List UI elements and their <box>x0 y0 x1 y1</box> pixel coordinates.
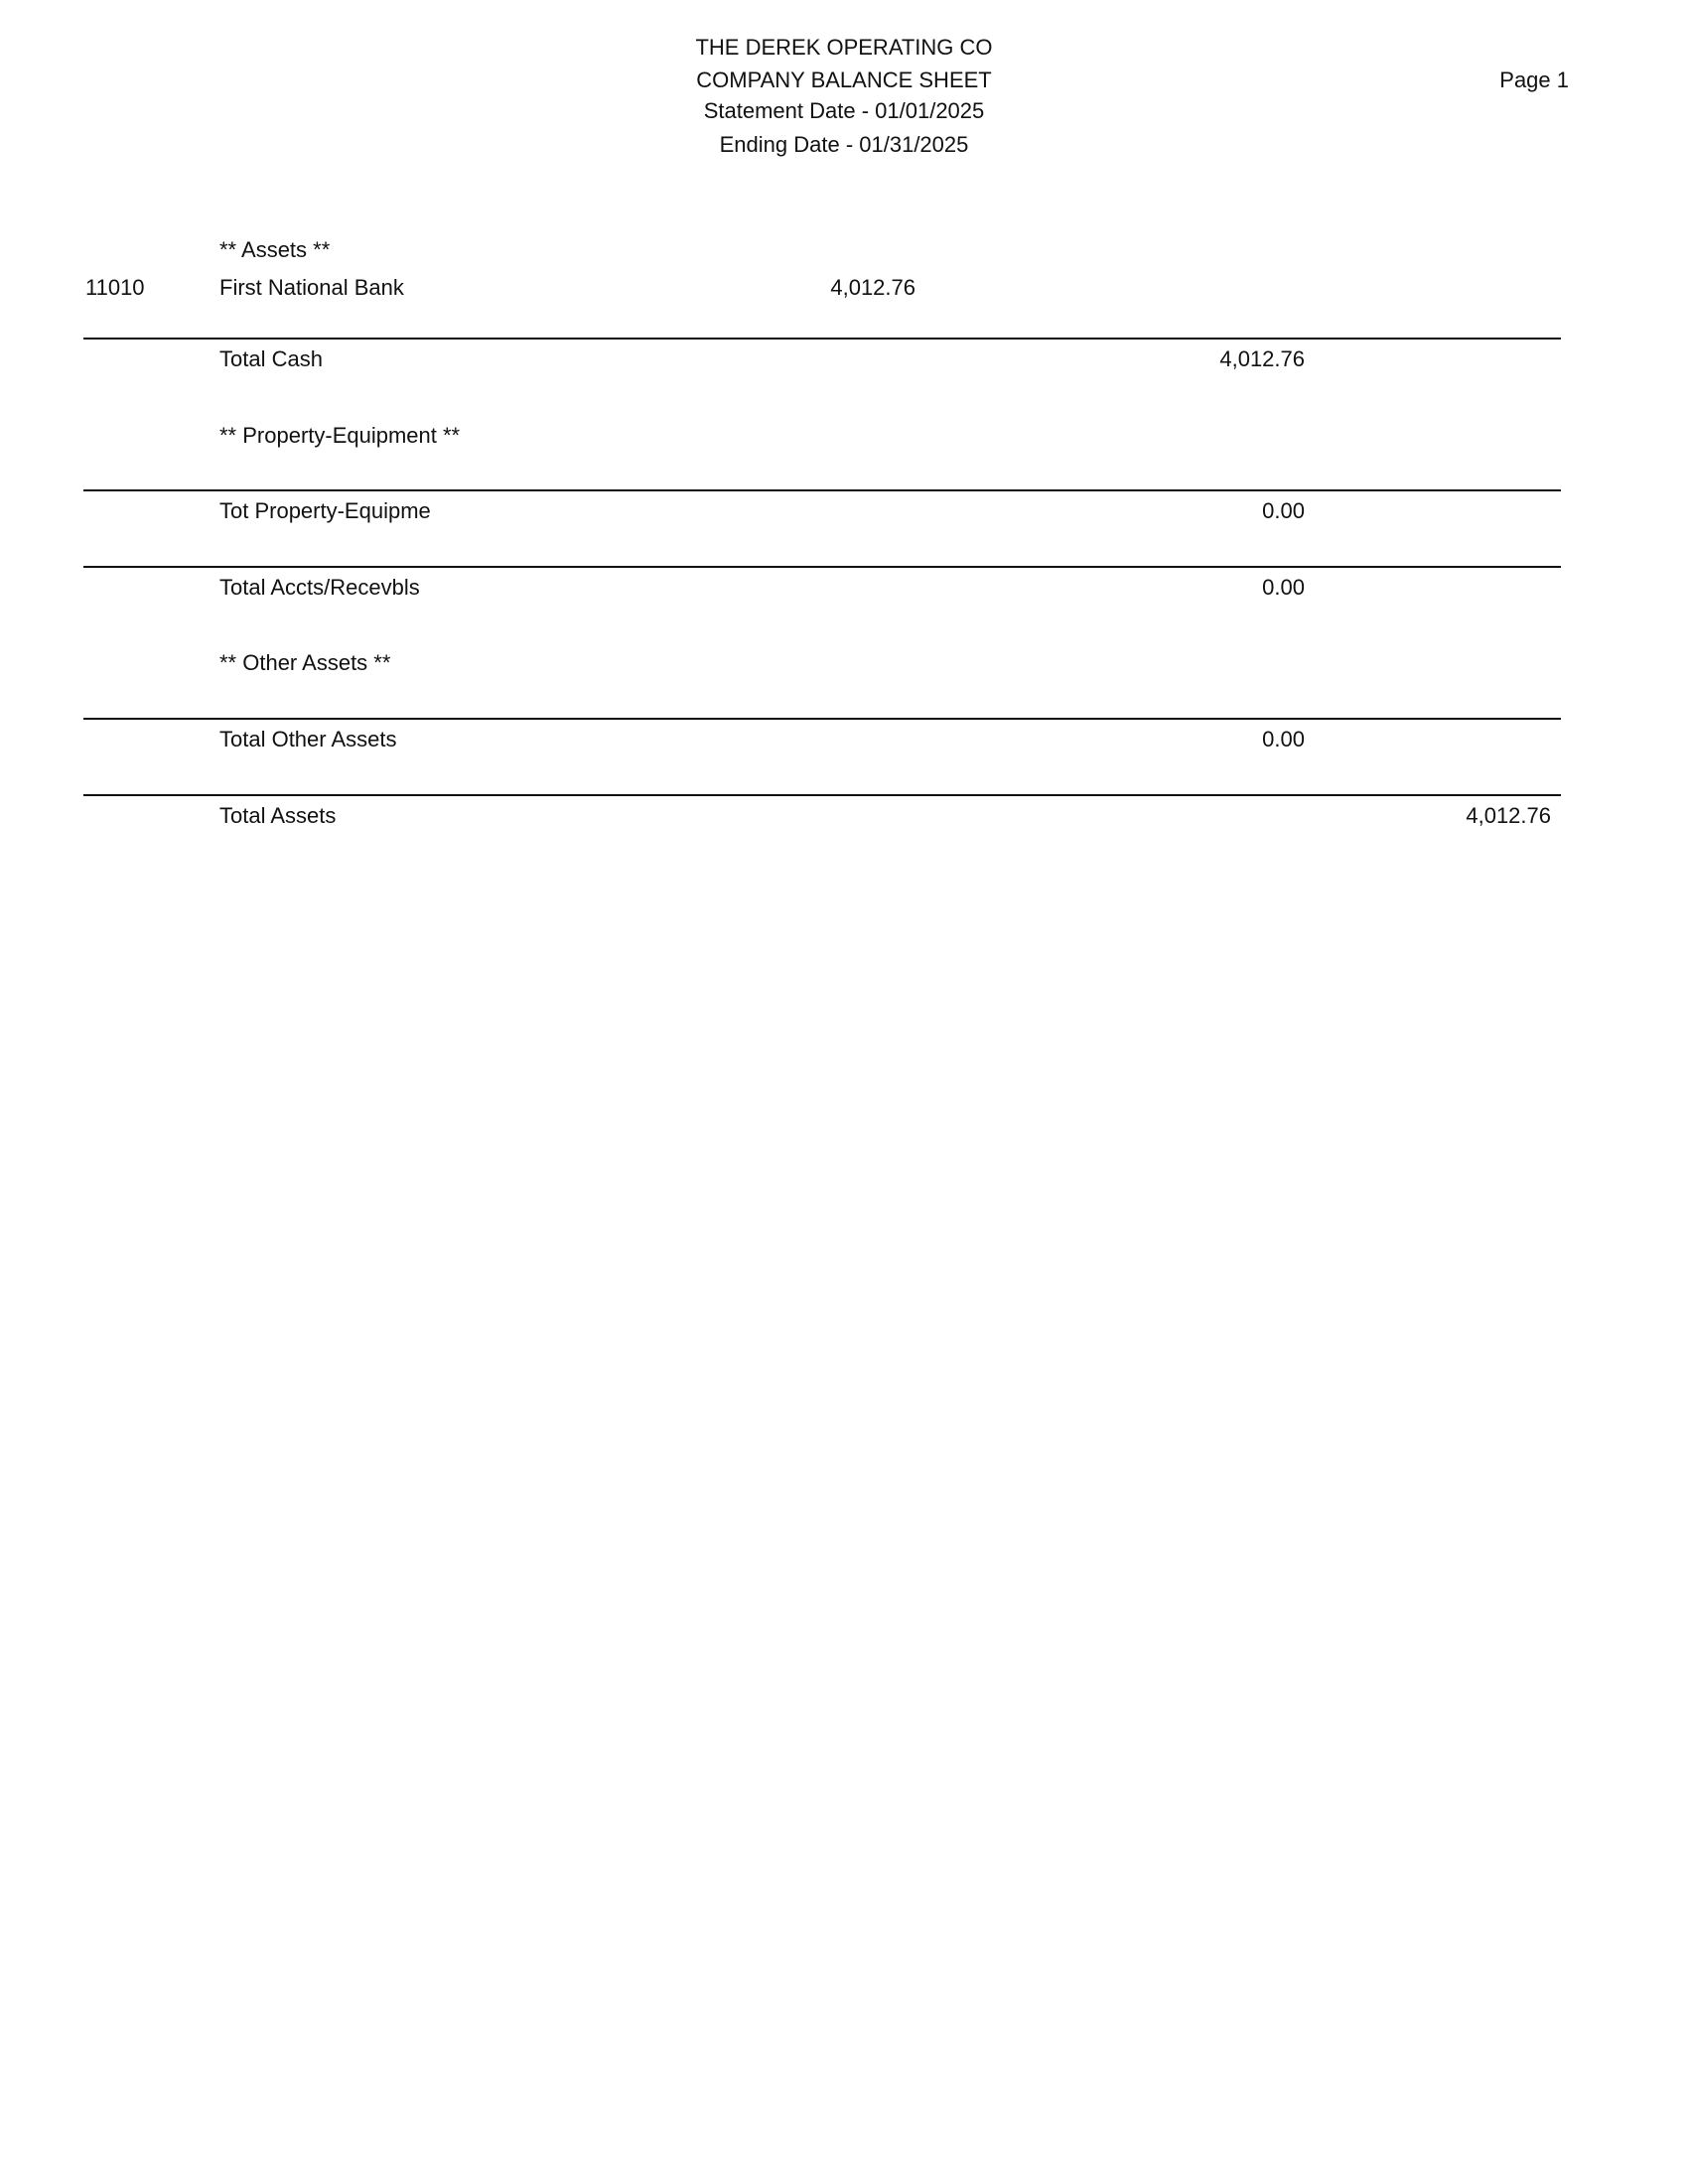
statement-date: Statement Date - 01/01/2025 <box>703 98 985 123</box>
total-cash-label: Total Cash <box>219 346 323 371</box>
total-other-assets-label: Total Other Assets <box>219 727 397 751</box>
property-equipment-heading: ** Property-Equipment ** <box>219 423 461 448</box>
total-receivables-row <box>0 573 1688 603</box>
other-assets-heading: ** Other Assets ** <box>219 650 391 675</box>
assets-heading-row <box>0 235 1688 265</box>
divider-line <box>83 566 1561 568</box>
divider-line <box>83 718 1561 720</box>
total-receivables-amount: 0.00 <box>1262 575 1305 600</box>
total-assets-label: Total Assets <box>219 803 337 828</box>
divider-line <box>83 489 1561 491</box>
divider-line <box>83 794 1561 796</box>
total-property-amount: 0.00 <box>1262 498 1305 523</box>
total-other-assets-row <box>0 725 1688 754</box>
account-name: First National Bank <box>219 275 404 300</box>
total-assets-amount: 4,012.76 <box>1466 803 1551 828</box>
account-amount: 4,012.76 <box>830 275 915 300</box>
page-number: Page 1 <box>1499 68 1569 92</box>
total-assets-row <box>0 801 1688 831</box>
company-name: THE DEREK OPERATING CO <box>695 35 993 60</box>
total-property-label: Tot Property-Equipme <box>219 498 431 523</box>
total-receivables-label: Total Accts/Recevbls <box>219 575 420 600</box>
other-assets-heading-row <box>0 648 1688 678</box>
total-other-assets-amount: 0.00 <box>1262 727 1305 751</box>
report-title: COMPANY BALANCE SHEET <box>696 68 992 92</box>
divider-line <box>83 338 1561 340</box>
ending-date: Ending Date - 01/31/2025 <box>719 132 969 157</box>
property-heading-row <box>0 421 1688 451</box>
total-cash-row <box>0 344 1688 374</box>
assets-heading: ** Assets ** <box>219 237 331 262</box>
account-number: 11010 <box>85 275 145 300</box>
account-row <box>0 273 1688 303</box>
total-cash-amount: 4,012.76 <box>1219 346 1305 371</box>
total-property-row <box>0 496 1688 526</box>
